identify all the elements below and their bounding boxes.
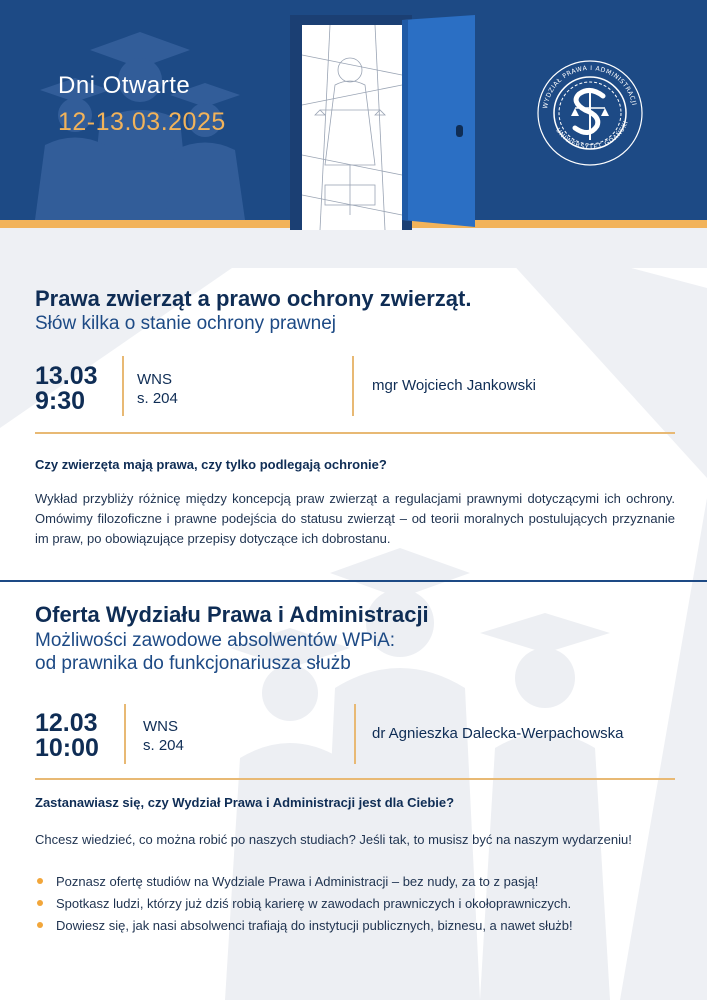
list-item-text: Dowiesz się, jak nasi absolwenci trafiają do instytucji publicznych, biznesu, a nawet służb!: [56, 918, 573, 933]
lecture2-date: 12.03: [35, 709, 98, 737]
logo-text-bottom: UNIWERSYTET GDAŃSKI: [554, 119, 631, 152]
lecture1-question: Czy zwierzęta mają prawa, czy tylko podlegają ochronie?: [35, 457, 387, 472]
list-item: [35, 894, 675, 913]
lecture2-subtitle-line1: Możliwości zawodowe absolwentów WPiA:: [35, 630, 396, 651]
lecture1-room: s. 204: [137, 390, 178, 407]
list-item-text: Poznasz ofertę studiów na Wydziale Prawa i Administracji – bez nudy, za to z pasją!: [56, 874, 539, 889]
list-item-text: Spotkasz ludzi, którzy już dziś robią karierę w zawodach prawniczych i okołoprawniczych.: [56, 896, 572, 911]
event-title: Dni Otwarte: [58, 72, 191, 99]
lecture2-speaker: dr Agnieszka Dalecka-Werpachowska: [372, 725, 624, 742]
bullet-dot-icon: [37, 878, 43, 884]
lecture2-divider-left: [124, 704, 126, 764]
lecture1-time: 9:30: [35, 387, 86, 415]
lecture1-divider-left: [122, 356, 124, 416]
lecture1-description: Wykład przybliży różnicę między koncepcją praw zwierząt a regulacjami prawnymi dotyczącymi ich ochrony. Omówimy filozoficzne i prawne podejścia do statusu zwierząt – od teorii moralnych postulujących przyznanie im praw, po obowiązujące przepisy dotyczące ich dobrostanu.: [35, 491, 675, 546]
lecture2-question: Zastanawiasz się, czy Wydział Prawa i Administracji jest dla Ciebie?: [35, 795, 455, 810]
lecture2-building: WNS: [143, 718, 178, 735]
faculty-logo-icon: [535, 58, 645, 168]
lecture1-location: [137, 370, 178, 408]
bullet-dot-icon: [37, 922, 43, 928]
lecture2-title: Oferta Wydziału Prawa i Administracji: [35, 602, 429, 627]
lecture2-separator: [35, 778, 675, 780]
lecture2-intro: Chcesz wiedzieć, co można robić po naszych studiach? Jeśli tak, to musisz być na naszym wydarzeniu!: [35, 832, 632, 847]
lecture1-datetime: [35, 364, 98, 414]
logo-text-top: WYDZIAŁ PRAWA I ADMINISTRACJI: [542, 64, 638, 110]
lecture1-speaker: mgr Wojciech Jankowski: [372, 377, 536, 394]
lecture1-divider-right: [352, 356, 354, 416]
lecture2-divider-right: [354, 704, 356, 764]
lecture1-title: Prawa zwierząt a prawo ochrony zwierząt.: [35, 286, 472, 311]
lecture2-room: s. 204: [143, 737, 184, 754]
lecture2-location: [143, 717, 184, 755]
lecture2-subtitle-line2: od prawnika do funkcjonariusza służb: [35, 653, 351, 674]
lecture1-date: 13.03: [35, 362, 98, 390]
section-divider: [0, 580, 707, 582]
open-door-illustration-icon: [290, 15, 480, 230]
list-item: [35, 872, 675, 891]
lecture1-separator: [35, 432, 675, 434]
lecture1-subtitle: Słów kilka o stanie ochrony prawnej: [35, 313, 336, 334]
list-item: [35, 916, 675, 935]
event-dates: 12-13.03.2025: [58, 108, 226, 136]
lecture2-datetime: [35, 711, 99, 761]
lecture2-bullet-list: [35, 872, 675, 938]
bullet-dot-icon: [37, 900, 43, 906]
lecture1-building: WNS: [137, 371, 172, 388]
lecture2-time: 10:00: [35, 734, 99, 762]
